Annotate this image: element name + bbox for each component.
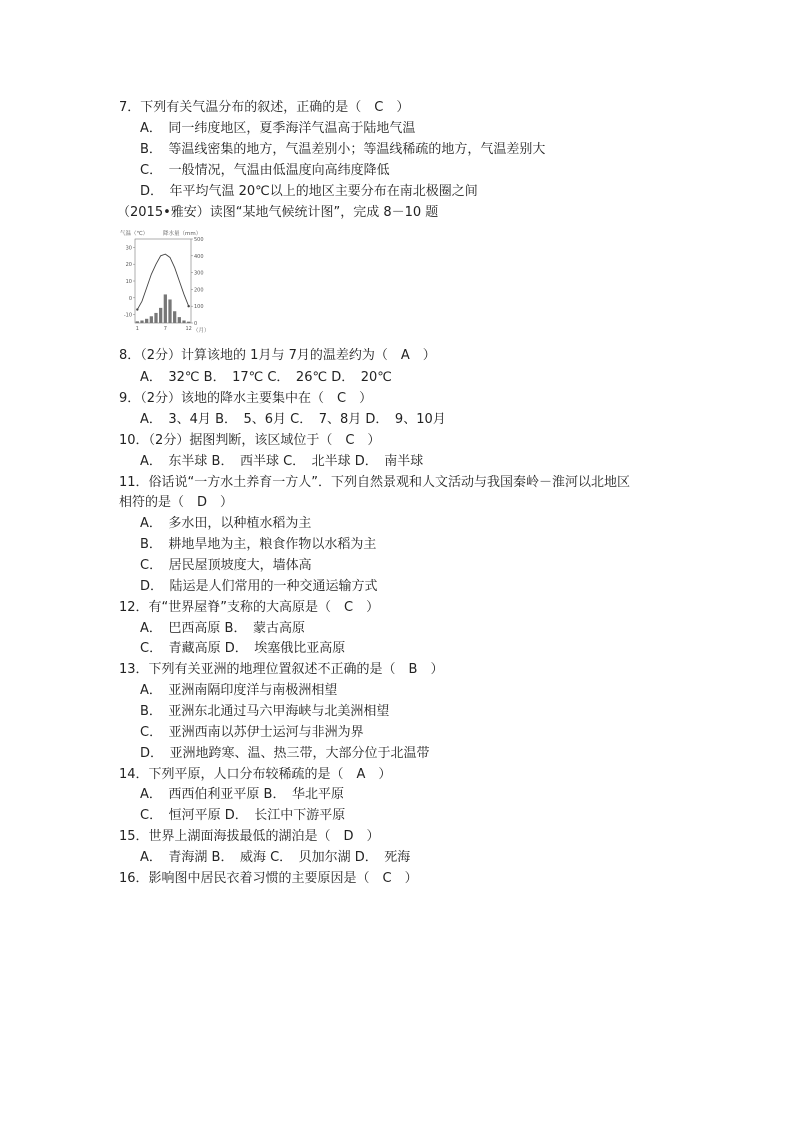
precipitation-bar <box>173 311 176 323</box>
question-12-stem: 12．有“世界屋脊”支称的大高原是（ C ） <box>119 600 380 615</box>
precipitation-bar <box>159 308 162 323</box>
chart-x-label: （月） <box>193 328 210 334</box>
question-10-stem: 10．（2分）据图判断，该区域位于（ C ） <box>119 433 381 448</box>
climate-chart <box>119 228 210 336</box>
question-16-stem: 16．影响图中居民衣着习惯的主要原因是（ C ） <box>119 871 418 886</box>
precipitation-bar <box>136 321 139 323</box>
question-12-options-cd: C． 青藏高原 D． 埃塞俄比亚高原 <box>140 641 346 656</box>
question-12-options-ab: A． 巴西高原 B． 蒙古高原 <box>140 621 305 636</box>
precipitation-bar <box>164 294 167 323</box>
question-7-stem: 7．下列有关气温分布的叙述，正确的是（ C ） <box>119 100 410 115</box>
temp-tick-label: -10 <box>123 312 132 319</box>
precip-tick-label: 100 <box>194 304 204 311</box>
month-tick-label: 12 <box>185 326 192 332</box>
precip-tick-label: 400 <box>194 253 204 260</box>
question-15-stem: 15．世界上湖面海拔最低的湖泊是（ D ） <box>119 829 380 844</box>
question-11-option-d: D． 陆运是人们常用的一种交通运输方式 <box>140 579 378 594</box>
question-7-option-a: A． 同一纬度地区，夏季海洋气温高于陆地气温 <box>140 121 416 136</box>
question-13-option-c: C． 亚洲西南以苏伊士运河与非洲为界 <box>140 725 364 740</box>
question-13-option-b: B． 亚洲东北通过马六甲海峡与北美洲相望 <box>140 704 390 719</box>
question-14-options-ab: A． 西西伯利亚平原 B． 华北平原 <box>140 787 344 802</box>
question-9-stem: 9．（2分）该地的降水主要集中在（ C ） <box>119 391 373 406</box>
temp-tick-label: 30 <box>125 245 132 252</box>
precip-tick-label: 0 <box>194 321 198 327</box>
temp-tick-label: 20 <box>125 262 132 269</box>
precipitation-bar <box>182 320 185 323</box>
question-14-options-cd: C． 恒河平原 D． 长江中下游平原 <box>140 808 346 823</box>
precipitation-bar <box>168 299 171 323</box>
chart-y-right-label: 降水量（mm） <box>163 231 202 237</box>
question-15-options: A． 青海湖 B． 威海 C． 贝加尔湖 D． 死海 <box>140 850 411 865</box>
precipitation-bar <box>187 322 190 323</box>
question-13-option-a: A． 亚洲南隔印度洋与南极洲相望 <box>140 683 338 698</box>
question-8-options: A． 32℃ B． 17℃ C． 26℃ D． 20℃ <box>140 370 392 385</box>
question-11-option-c: C． 居民屋顶坡度大，墙体高 <box>140 558 312 573</box>
question-7-option-c: C． 一般情况，气温由低温度向高纬度降低 <box>140 163 390 178</box>
chart-intro: （2015•雅安）读图“某地气候统计图”，完成 8－10 题 <box>117 205 439 220</box>
question-13-option-d: D． 亚洲地跨寒、温、热三带，大部分位于北温带 <box>140 746 430 761</box>
temp-tick-label: 10 <box>125 279 132 285</box>
precip-tick-label: 300 <box>194 270 204 277</box>
temperature-point <box>136 308 138 310</box>
precipitation-bar <box>154 313 157 323</box>
question-8-stem: 8．（2分）计算该地的 1月与 7月的温差约为（ A ） <box>119 348 436 363</box>
month-tick-label: 1 <box>135 326 139 332</box>
question-7-option-b: B． 等温线密集的地方，气温差别小；等温线稀疏的地方，气温差别大 <box>140 142 546 157</box>
question-11-stem: 11．俗话说“一方水土养育一方人”．下列自然景观和人文活动与我国秦岭－淮河以北地区 <box>119 475 631 490</box>
question-10-options: A． 东半球 B． 西半球 C． 北半球 D． 南半球 <box>140 454 424 469</box>
question-9-options: A． 3、4月 B． 5、6月 C． 7、8月 D． 9、10月 <box>140 412 446 427</box>
month-tick-label: 7 <box>163 326 167 332</box>
question-11-option-b: B． 耕地旱地为主，粮食作物以水稻为主 <box>140 537 377 552</box>
question-7-option-d: D． 年平均气温 20℃以上的地区主要分布在南北极圈之间 <box>140 184 478 199</box>
precipitation-bar <box>145 319 148 323</box>
precipitation-bar <box>140 320 143 323</box>
precipitation-bar <box>178 317 181 323</box>
precip-tick-label: 500 <box>194 237 204 243</box>
chart-y-left-label: 气温（℃） <box>120 231 149 237</box>
temperature-point <box>187 305 189 307</box>
question-13-stem: 13．下列有关亚洲的地理位置叙述不正确的是（ B ） <box>119 662 444 677</box>
question-14-stem: 14．下列平原，人口分布较稀疏的是（ A ） <box>119 767 392 782</box>
precipitation-bar <box>150 316 153 323</box>
temp-tick-label: 0 <box>128 295 132 302</box>
precip-tick-label: 200 <box>194 287 204 294</box>
question-11-option-a: A． 多水田，以种植水稻为主 <box>140 516 312 531</box>
question-11-stem-cont: 相符的是（ D ） <box>119 495 234 510</box>
